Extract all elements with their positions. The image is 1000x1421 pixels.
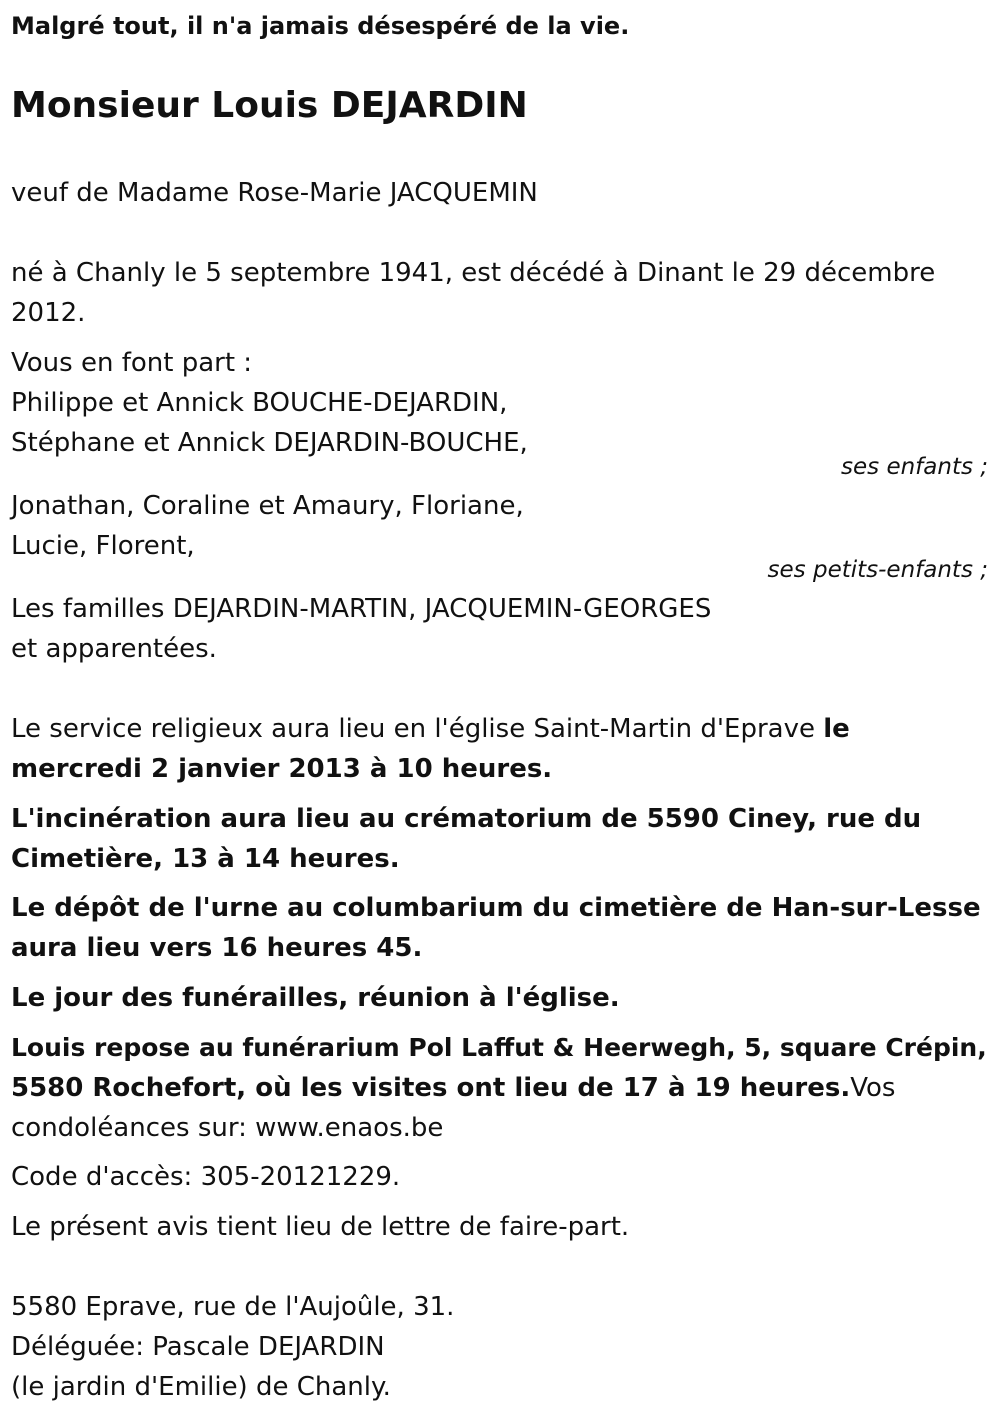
birth-death-line-1: né à Chanly le 5 septembre 1941, est décédé à Dinant le 29 décembre xyxy=(11,258,936,288)
spouse-line: veuf de Madame Rose-Marie JACQUEMIN xyxy=(11,178,538,208)
meeting-line: Le jour des funérailles, réunion à l'église. xyxy=(11,983,620,1013)
address-line-3: (le jardin d'Emilie) de Chanly. xyxy=(11,1372,391,1402)
families-line-2: et apparentées. xyxy=(11,634,217,664)
access-code: Code d'accès: 305-20121229. xyxy=(11,1162,401,1192)
incineration-line-1: L'incinération aura lieu au crématorium de 5590 Ciney, rue du xyxy=(11,804,922,834)
epitaph-quote: Malgré tout, il n'a jamais désespéré de la vie. xyxy=(11,12,630,40)
church-service-text: Le service religieux aura lieu en l'église Saint-Martin d'Eprave xyxy=(11,714,824,744)
church-service-date-start: le xyxy=(823,714,850,744)
rest-line-1: Louis repose au funérarium Pol Laffut & Heerwegh, 5, square Crépin, xyxy=(11,1033,987,1062)
condolences-line: condoléances sur: www.enaos.be xyxy=(11,1113,444,1143)
urn-line-2: aura lieu vers 16 heures 45. xyxy=(11,933,423,963)
church-service-date: mercredi 2 janvier 2013 à 10 heures. xyxy=(11,754,553,784)
grandchildren-line-2: Lucie, Florent, xyxy=(11,531,195,561)
church-service-line-1 xyxy=(11,712,850,746)
address-line-1: 5580 Eprave, rue de l'Aujoûle, 31. xyxy=(11,1292,455,1322)
families-line-1: Les familles DEJARDIN-MARTIN, JACQUEMIN-GEORGES xyxy=(11,594,712,624)
rest-line-2 xyxy=(11,1071,895,1105)
grandchildren-label: ses petits-enfants ; xyxy=(767,557,988,583)
grandchildren-line-1: Jonathan, Coraline et Amaury, Floriane, xyxy=(11,491,524,521)
address-line-2: Déléguée: Pascale DEJARDIN xyxy=(11,1332,385,1362)
birth-death-line-2: 2012. xyxy=(11,298,86,328)
children-line-2: Stéphane et Annick DEJARDIN-BOUCHE, xyxy=(11,428,528,458)
incineration-line-2: Cimetière, 13 à 14 heures. xyxy=(11,844,400,874)
visiting-hours: 5580 Rochefort, où les visites ont lieu de 17 à 19 heures. xyxy=(11,1073,851,1103)
urn-line-1: Le dépôt de l'urne au columbarium du cimetière de Han-sur-Lesse xyxy=(11,893,981,923)
deceased-name: Monsieur Louis DEJARDIN xyxy=(11,85,528,126)
children-label: ses enfants ; xyxy=(841,454,988,480)
notice-line: Le présent avis tient lieu de lettre de faire-part. xyxy=(11,1212,630,1242)
family-intro: Vous en font part : xyxy=(11,348,253,378)
children-line-1: Philippe et Annick BOUCHE-DEJARDIN, xyxy=(11,388,508,418)
condolences-start: Vos xyxy=(850,1073,896,1103)
